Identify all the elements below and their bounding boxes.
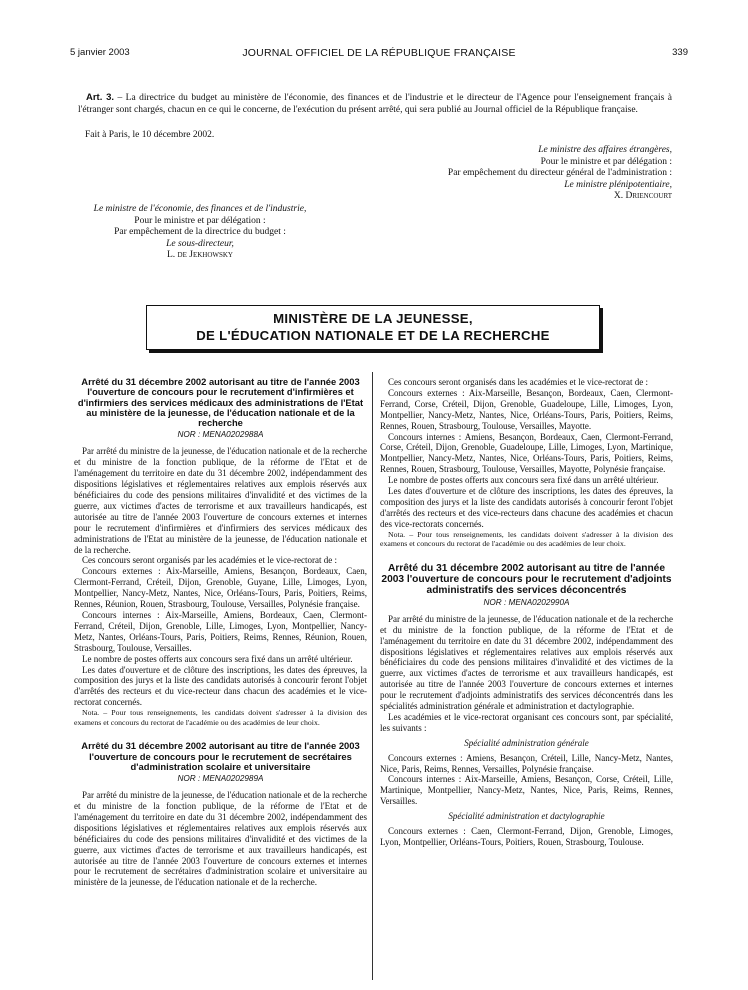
speciality-heading: Spécialité administration et dactylographie (448, 811, 605, 822)
signature-right-role: Le ministre plénipotentiaire, (564, 179, 672, 190)
signature-left-name: L. de Jekhowsky (166, 250, 233, 261)
arrete-1-nor: NOR : MENA0202988A (177, 430, 264, 440)
ministry-line-2: DE L'ÉDUCATION NATIONALE ET DE LA RECHERCHE (196, 328, 550, 343)
signature-right-delegation: Pour le ministre et par délégation : (540, 156, 672, 167)
arrete-1-title: Arrêté du 31 décembre 2002 autorisant au titre de l'année 2003 l'ouverture de concours pour le recrutement d'infirmières et d'infirmiers des services médicaux des administrations de l'Etat au ministère de la jeunesse, de l'éducation nationale et de la recherche (77, 376, 364, 429)
signature-right-name: X. Driencourt (613, 191, 672, 202)
arrete-3-nor: NOR : MENA0202990A (483, 597, 570, 607)
arrete-3-paragraph: Par arrêté du ministre de la jeunesse, de l'éducation nationale et de la recherche et du ministre de la fonction publique, de la réforme de l'Etat et de l'aménagement du territoire en date du 31 décembre 2002, indépendamment des dispositions législatives et réglementaires relatives aux emplois réservés aux bénéficiaires du code des pensions militaires d'invalidité et des victimes de la guerre, aux victimes d'actes de terrorisme et aux travailleurs handicapés, est autorisée au titre de l'année 2003 l'ouverture de concours externes et internes pour le recrutement d'adjoints administratifs des services déconcentrés dans les spécialités administration générale et administration et dactylographie. (380, 613, 673, 712)
signature-left-delegation: Pour le ministre et par délégation : (134, 215, 266, 226)
arrete-3-paragraph: Concours internes : Aix-Marseille, Amiens, Besançon, Corse, Créteil, Lille, Martinique, Montpellier, Nancy-Metz, Nantes, Nice, Paris, Reims, Rennes, Versailles. (380, 774, 673, 807)
arrete-3-paragraph: Les académies et le vice-rectorat organisant ces concours sont, par spécialité, les suivants : (380, 711, 673, 733)
right-paragraph: Les dates d'ouverture et de clôture des inscriptions, les dates des épreuves, la composition des jurys et la liste des candidats autorisés à concourir feront l'objet d'arrêtés des recteurs et des vice-recteurs dans chacune des académies et chacun des vice-rectorats concernés. (380, 486, 673, 529)
article-label: Art. 3. (86, 92, 114, 103)
arrete-1-paragraph: Le nombre de postes offerts aux concours sera fixé dans un arrêté ultérieur. (82, 653, 353, 664)
column-divider (372, 372, 373, 980)
article-text: – La directrice du budget au ministère de l'économie, des finances et de l'industrie et le directeur de l'Agence pour l'enseignement français à l'étranger sont chargés, chacun en ce qui le concerne, de l'exécution du présent arrêté, qui sera publié au Journal officiel de la République française. (78, 93, 672, 115)
fait-line: Fait à Paris, le 10 décembre 2002. (85, 130, 215, 140)
right-paragraph: Ces concours seront organisés dans les académies et le vice-rectorat de : (388, 377, 648, 387)
right-note: Nota. – Pour tous renseignements, les candidats doivent s'adresser à la division des examens et concours du rectorat de l'académie ou des académies de leur choix. (380, 529, 673, 549)
arrete-1-paragraph: Concours externes : Aix-Marseille, Amiens, Besançon, Bordeaux, Caen, Clermont-Ferrand, Créteil, Dijon, Grenoble, Guyane, Lille, Limoges, Lyon, Montpellier, Nancy-Metz, Nantes, Nice, Orléans-Tours, Paris, Poitiers, Reims, Rennes, Réunion, Rouen, Strasbourg, Toulouse, Versailles, Polynésie française. (74, 566, 367, 610)
right-paragraph: Le nombre de postes offerts aux concours sera fixé dans un arrêté ultérieur. (388, 475, 659, 486)
right-column (380, 377, 673, 848)
arrete-3-title: Arrêté du 31 décembre 2002 autorisant au titre de l'année 2003 l'ouverture de concours pour le recrutement d'adjoints administratifs des services déconcentrés (381, 562, 672, 596)
header-date: 5 janvier 2003 (70, 47, 130, 58)
arrete-2-nor: NOR : MENA0202989A (177, 774, 264, 784)
signature-left-title: Le ministre de l'économie, des finances et de l'industrie, (93, 204, 307, 214)
arrete-1-note: Nota. – Pour tous renseignements, les candidats doivent s'adresser à la division des examens et concours du rectorat de l'académie ou des académies de leur choix. (74, 708, 367, 727)
ministry-banner (146, 305, 600, 350)
ministry-line-1: MINISTÈRE DE LA JEUNESSE, (273, 311, 473, 326)
arrete-1-paragraph: Les dates d'ouverture et de clôture des inscriptions, les dates des épreuves, la composition des jurys et la liste des candidats autorisés à concourir feront l'objet d'arrêtés des recteurs et du vice-recteur dans chacun des académies et le vice-rectorat concernés. (74, 664, 367, 708)
signature-right-title: Le ministre des affaires étrangères, (538, 145, 672, 155)
signature-block-right (400, 145, 672, 203)
journal-title: JOURNAL OFFICIEL DE LA RÉPUBLIQUE FRANÇAISE (242, 47, 516, 59)
article-3 (78, 92, 672, 116)
arrete-1-paragraph: Ces concours seront organisés par les académies et le vice-rectorat de : (82, 555, 337, 566)
signature-left-role: Le sous-directeur, (166, 238, 234, 249)
arrete-2-title: Arrêté du 31 décembre 2002 autorisant au titre de l'année 2003 l'ouverture de concours pour le recrutement de secrétaires d'administration scolaire et universitaire (81, 740, 360, 772)
left-column (74, 377, 367, 888)
signature-block-left (60, 204, 340, 262)
signature-left-empechement: Par empêchement de la directrice du budget : (114, 227, 286, 238)
arrete-3-paragraph: Concours externes : Caen, Clermont-Ferrand, Dijon, Grenoble, Limoges, Lyon, Montpellier, Orléans-Tours, Poitiers, Rouen, Strasbourg, Toulouse. (380, 826, 673, 847)
arrete-2-paragraph: Par arrêté du ministre de la jeunesse, de l'éducation nationale et de la recherche et du ministre de la fonction publique, de la réforme de l'Etat et de l'aménagement du territoire en date du 31 décembre 2002, indépendamment des dispositions législatives et réglementaires relatives aux emplois réservés aux bénéficiaires du code des pensions militaires d'invalidité et des victimes de la guerre, aux victimes d'actes de terrorisme et aux travailleurs handicapés, est autorisée au titre de l'année 2003 l'ouverture de concours externes et internes pour le recrutement de secrétaires d'administration scolaire et universitaire au ministère de la jeunesse, de l'éducation nationale et de la recherche. (74, 790, 367, 888)
page-header (70, 47, 688, 61)
right-paragraph: Concours internes : Amiens, Besançon, Bordeaux, Caen, Clermont-Ferrand, Corse, Créteil, Dijon, Grenoble, Guadeloupe, Lille, Limoges, Lyon, Martinique, Montpellier, Nancy-Metz, Nantes, Nice, Orléans-Tours, Paris, Poitiers, Reims, Rennes, Rouen, Strasbourg, Toulouse, Versailles, Mayotte, Polynésie française. (380, 431, 673, 475)
arrete-1-paragraph: Concours internes : Aix-Marseille, Amiens, Bordeaux, Caen, Clermont-Ferrand, Créteil, Dijon, Grenoble, Lille, Limoges, Lyon, Montpellier, Nancy-Metz, Nantes, Orléans-Tours, Paris, Poitiers, Reims, Rennes, Réunion, Rouen, Strasbourg, Toulouse, Versailles. (74, 609, 367, 653)
speciality-heading: Spécialité administration générale (464, 737, 589, 748)
arrete-1-paragraph: Par arrêté du ministre de la jeunesse, de l'éducation nationale et de la recherche et du ministre de la fonction publique, de la réforme de l'Etat et de l'aménagement du territoire en date du 31 décembre 2002, indépendamment des dispositions législatives et réglementaires relatives aux emplois réservés aux bénéficiaires du code des pensions militaires d'invalidité et des victimes de la guerre, aux victimes d'actes de terrorisme et aux travailleurs handicapés, est autorisée au titre de l'année 2003 l'ouverture de concours externes et internes pour le recrutement d'infirmières et d'infirmiers des services médicaux des administrations de l'Etat au ministère de la jeunesse, de l'éducation nationale et de la recherche. (74, 446, 367, 555)
right-paragraph: Concours externes : Aix-Marseille, Besançon, Bordeaux, Caen, Clermont-Ferrand, Corse, Créteil, Dijon, Grenoble, Guadeloupe, Lille, Limoges, Lyon, Montpellier, Nancy-Metz, Nantes, Nice, Orléans-Tours, Paris, Poitiers, Reims, Rennes, Rouen, Strasbourg, Toulouse, Versailles, Mayotte. (380, 387, 673, 431)
signature-right-empechement: Par empêchement du directeur général de l'administration : (447, 168, 672, 179)
page-number: 339 (672, 47, 688, 58)
arrete-3-paragraph: Concours externes : Amiens, Besançon, Créteil, Lille, Nancy-Metz, Nantes, Nice, Paris, Reims, Rennes, Versailles, Polynésie française. (380, 752, 673, 774)
